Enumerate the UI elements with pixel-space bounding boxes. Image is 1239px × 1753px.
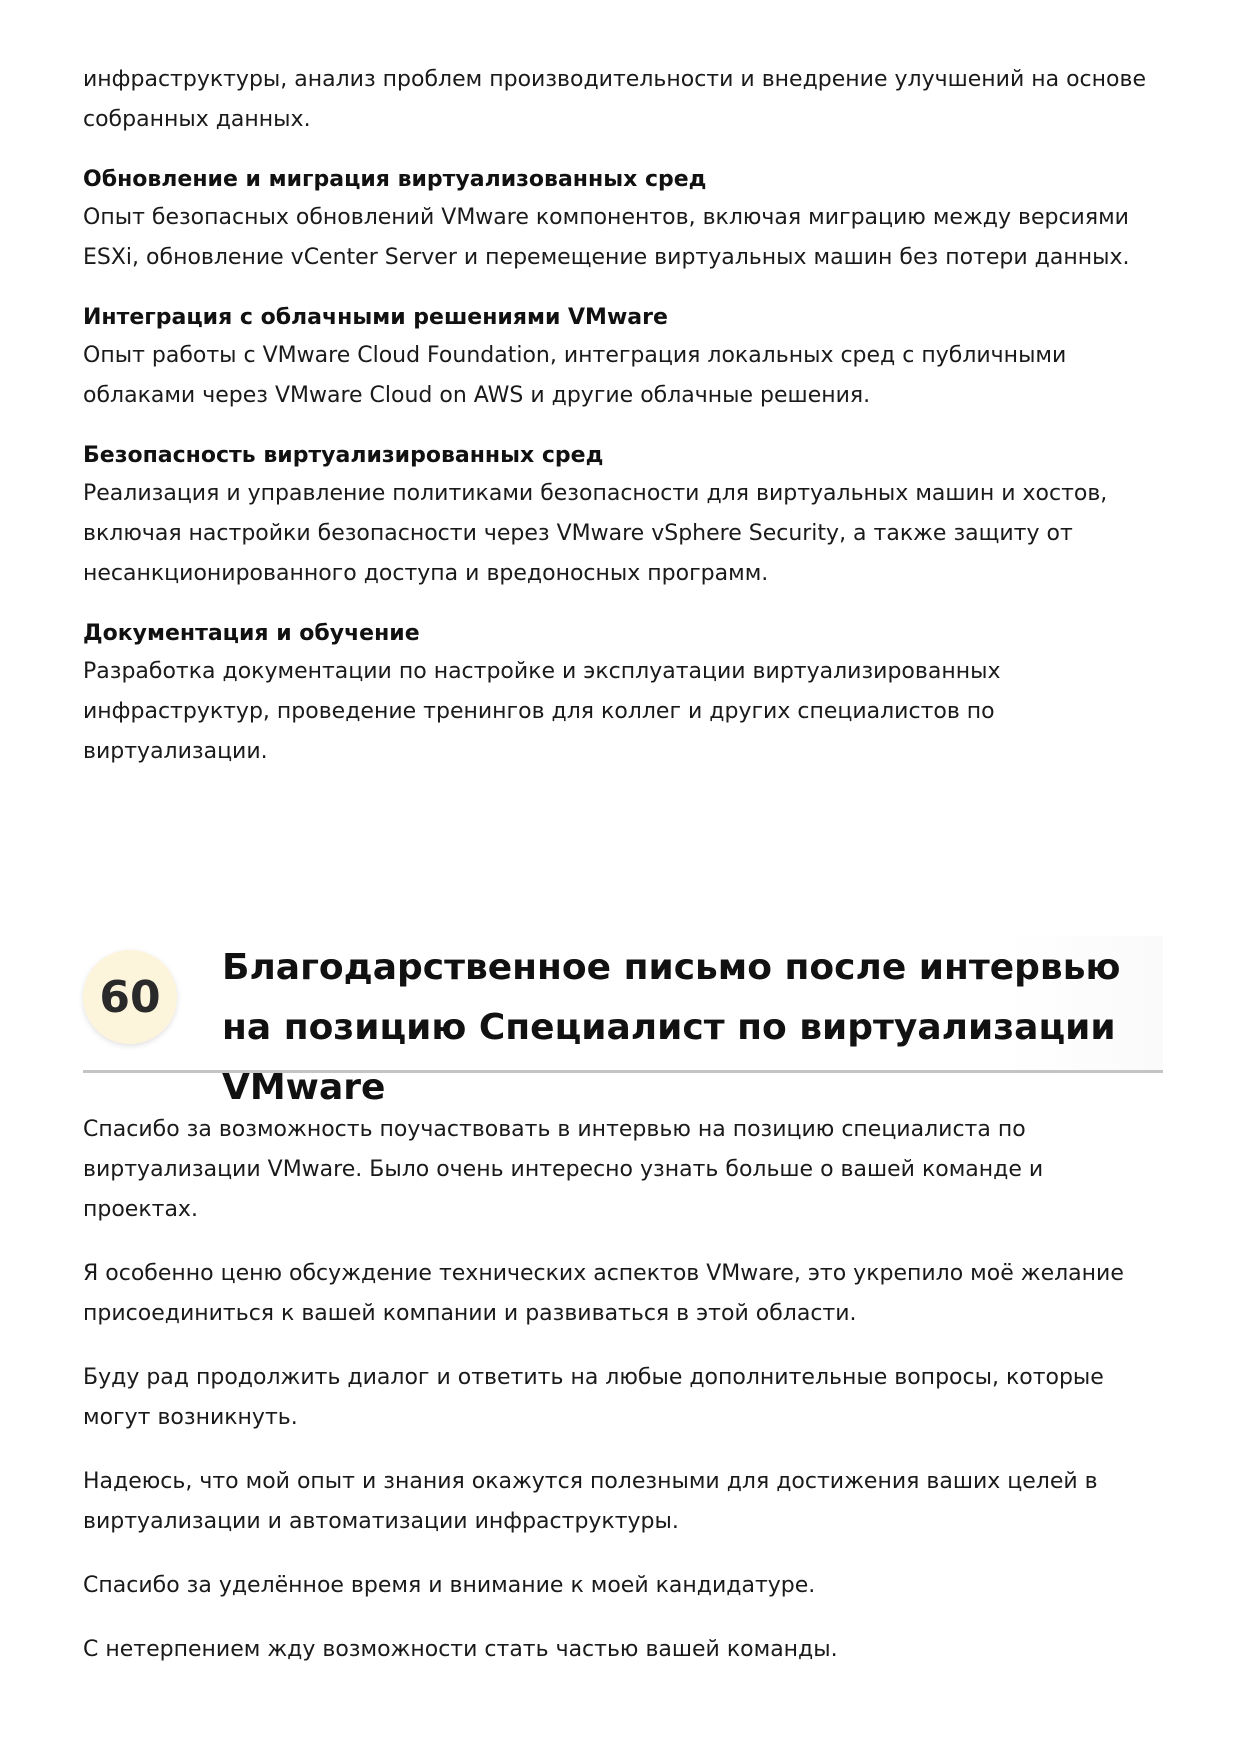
section-title: Интеграция с облачными решениями VMware	[83, 305, 668, 330]
section-security	[83, 440, 1163, 594]
section-title: Документация и обучение	[83, 621, 420, 646]
section-text: Опыт работы с VMware Cloud Foundation, интеграция локальных сред с публичными облаками через VMware Cloud on AWS и другие облачные решения.	[83, 343, 1067, 408]
intro-paragraph: инфраструктуры, анализ проблем производительности и внедрение улучшений на основе собранных данных.	[83, 67, 1146, 132]
chapter-number-badge: 60	[83, 950, 177, 1044]
letter-paragraph: Буду рад продолжить диалог и ответить на любые дополнительные вопросы, которые могут возникнуть.	[83, 1365, 1104, 1430]
section-text: Опыт безопасных обновлений VMware компонентов, включая миграцию между версиями ESXi, обновление vCenter Server и перемещение виртуальных машин без потери данных.	[83, 205, 1130, 270]
section-title: Обновление и миграция виртуализованных сред	[83, 167, 707, 192]
letter-paragraph: Спасибо за уделённое время и внимание к моей кандидатуре.	[83, 1573, 816, 1598]
section-title: Безопасность виртуализированных сред	[83, 443, 604, 468]
letter-paragraph: Надеюсь, что мой опыт и знания окажутся полезными для достижения ваших целей в виртуализации и автоматизации инфраструктуры.	[83, 1469, 1098, 1534]
section-upgrade-migration	[83, 164, 1163, 278]
letter-paragraph: Спасибо за возможность поучаствовать в интервью на позицию специалиста по виртуализации VMware. Было очень интересно узнать больше о вашей команде и проектах.	[83, 1117, 1044, 1222]
letter-paragraph: С нетерпением жду возможности стать частью вашей команды.	[83, 1637, 838, 1662]
thank-you-letter	[83, 1110, 1163, 1694]
section-documentation	[83, 618, 1163, 772]
chapter-title: Благодарственное письмо после интервью на позицию Специалист по виртуализации VMware	[222, 947, 1121, 1108]
letter-paragraph: Я особенно ценю обсуждение технических аспектов VMware, это укрепило моё желание присоединиться к вашей компании и развиваться в этой области.	[83, 1261, 1124, 1326]
section-text: Реализация и управление политиками безопасности для виртуальных машин и хостов, включая настройки безопасности через VMware vSphere Security, а также защиту от несанкционированного доступа и вредоносных программ.	[83, 481, 1108, 586]
section-cloud-integration	[83, 302, 1163, 416]
section-text: Разработка документации по настройке и эксплуатации виртуализированных инфраструктур, проведение тренингов для коллег и других специалистов по виртуализации.	[83, 659, 1001, 764]
chapter-header	[83, 936, 1163, 1108]
experience-continuation	[83, 60, 1163, 772]
